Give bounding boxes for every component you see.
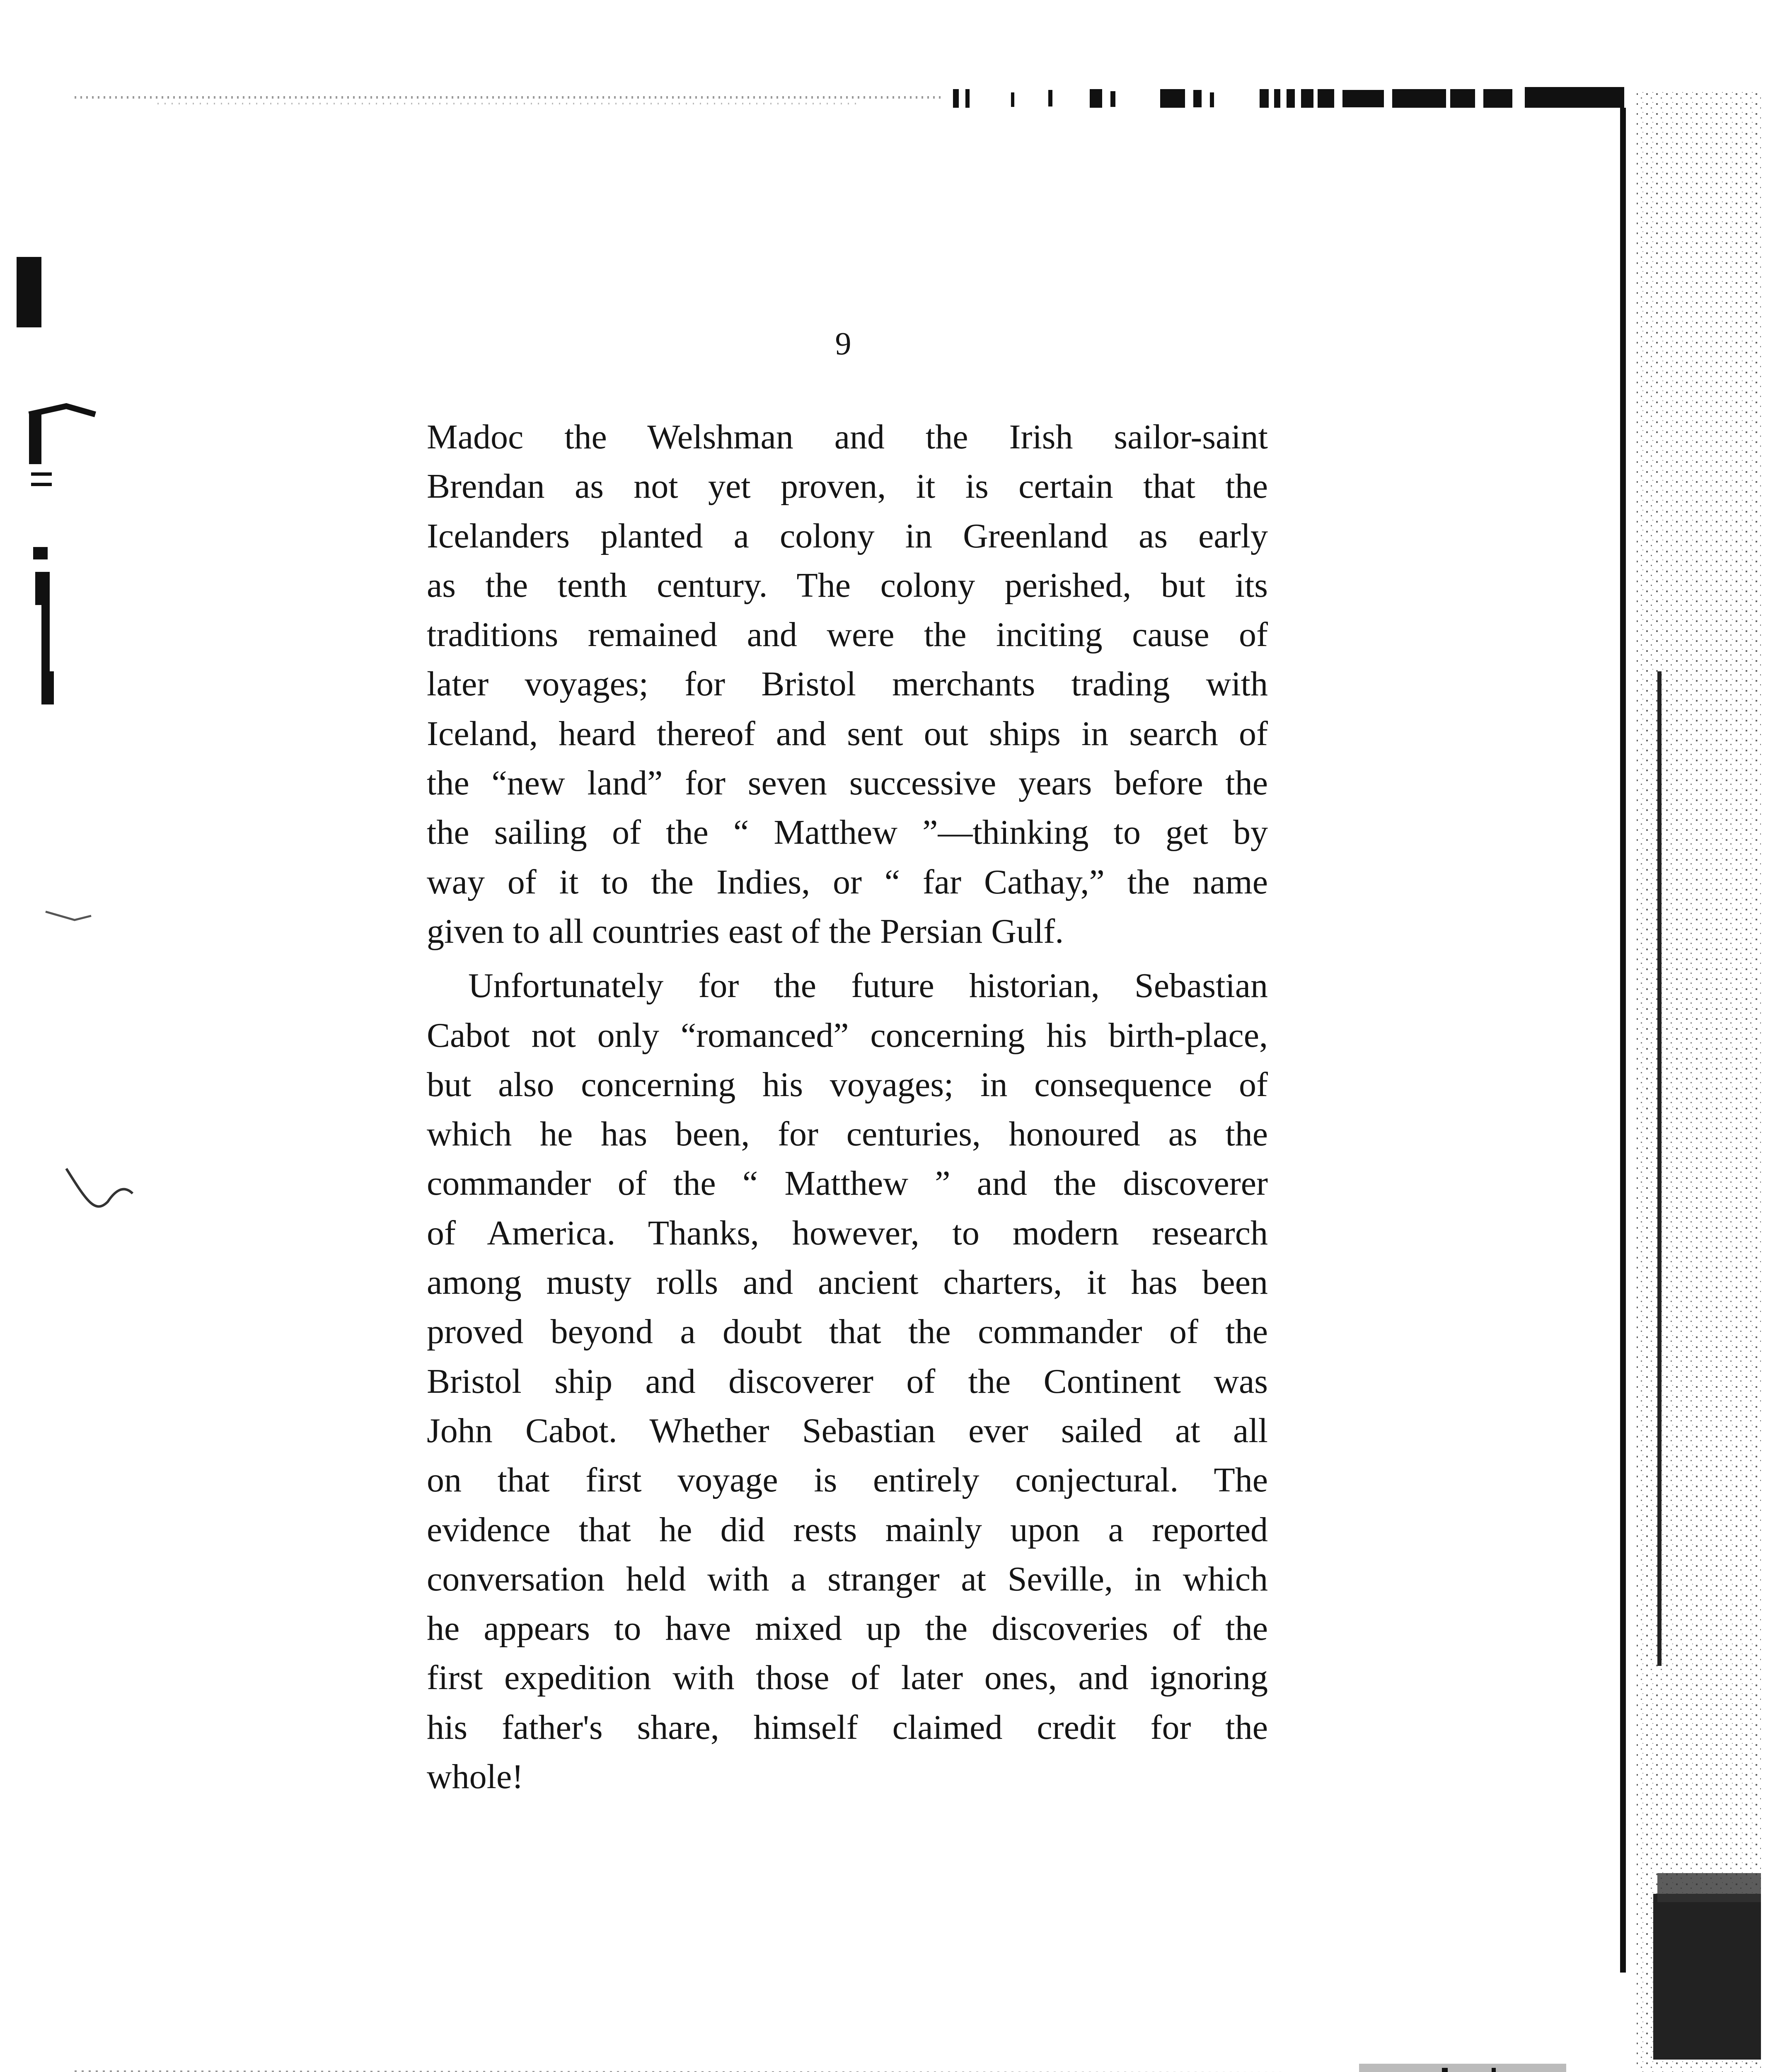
text-line: the sailing of the “ Matthew ”—thinking to get by [427, 813, 1268, 852]
text-line: given to all countries east of the Persian Gulf. [427, 912, 1064, 951]
text-line: John Cabot. Whether Sebastian ever sailed at all [427, 1411, 1268, 1450]
text-line: he appears to have mixed up the discoveries of the [427, 1609, 1268, 1648]
text-line: later voyages; for Bristol merchants trading with [427, 665, 1268, 704]
text-line: the “new land” for seven successive years before the [427, 764, 1268, 803]
text-line: of America. Thanks, however, to modern research [427, 1213, 1268, 1252]
text-line: Iceland, heard thereof and sent out ships in search of [427, 714, 1268, 753]
text-line: traditions remained and were the inciting cause of [427, 615, 1268, 654]
scan-noise-left [0, 232, 174, 1600]
text-line: among musty rolls and ancient charters, it has been [427, 1263, 1268, 1302]
text-line: Cabot not only “romanced” concerning his birth-place, [427, 1016, 1268, 1055]
text-line: first expedition with those of later ones, and ignoring [427, 1658, 1268, 1697]
text-line: conversation held with a stranger at Seville, in which [427, 1559, 1268, 1598]
scan-noise-right [1595, 91, 1768, 2072]
text-line: as the tenth century. The colony perished, but its [427, 566, 1268, 605]
text-line: evidence that he did rests mainly upon a reported [427, 1510, 1268, 1549]
text-line: on that first voyage is entirely conjectural. The [427, 1461, 1268, 1500]
text-line: his father's share, himself claimed credit for the [427, 1708, 1268, 1747]
text-line: Unfortunately for the future historian, Sebastian [468, 966, 1268, 1005]
body-text [427, 412, 1268, 1801]
text-line: Brendan as not yet proven, it is certain that the [427, 467, 1268, 506]
text-line: Bristol ship and discoverer of the Continent was [427, 1362, 1268, 1401]
text-line: proved beyond a doubt that the commander of the [427, 1312, 1268, 1351]
scan-noise-bottom [75, 2051, 1649, 2072]
paragraph-1 [427, 412, 1268, 956]
text-line: commander of the “ Matthew ” and the discoverer [427, 1164, 1268, 1203]
text-line: Madoc the Welshman and the Irish sailor-saint [427, 418, 1268, 456]
text-line: Icelanders planted a colony in Greenland as early [427, 516, 1268, 555]
text-line: way of it to the Indies, or “ far Cathay,” the name [427, 862, 1268, 901]
scan-noise-top [75, 81, 1649, 135]
text-line: whole! [427, 1757, 524, 1796]
paragraph-2 [427, 961, 1268, 1801]
text-line: but also concerning his voyages; in consequence of [427, 1065, 1268, 1104]
page-number: 9 [835, 325, 851, 361]
text-line: which he has been, for centuries, honoured as the [427, 1115, 1268, 1154]
